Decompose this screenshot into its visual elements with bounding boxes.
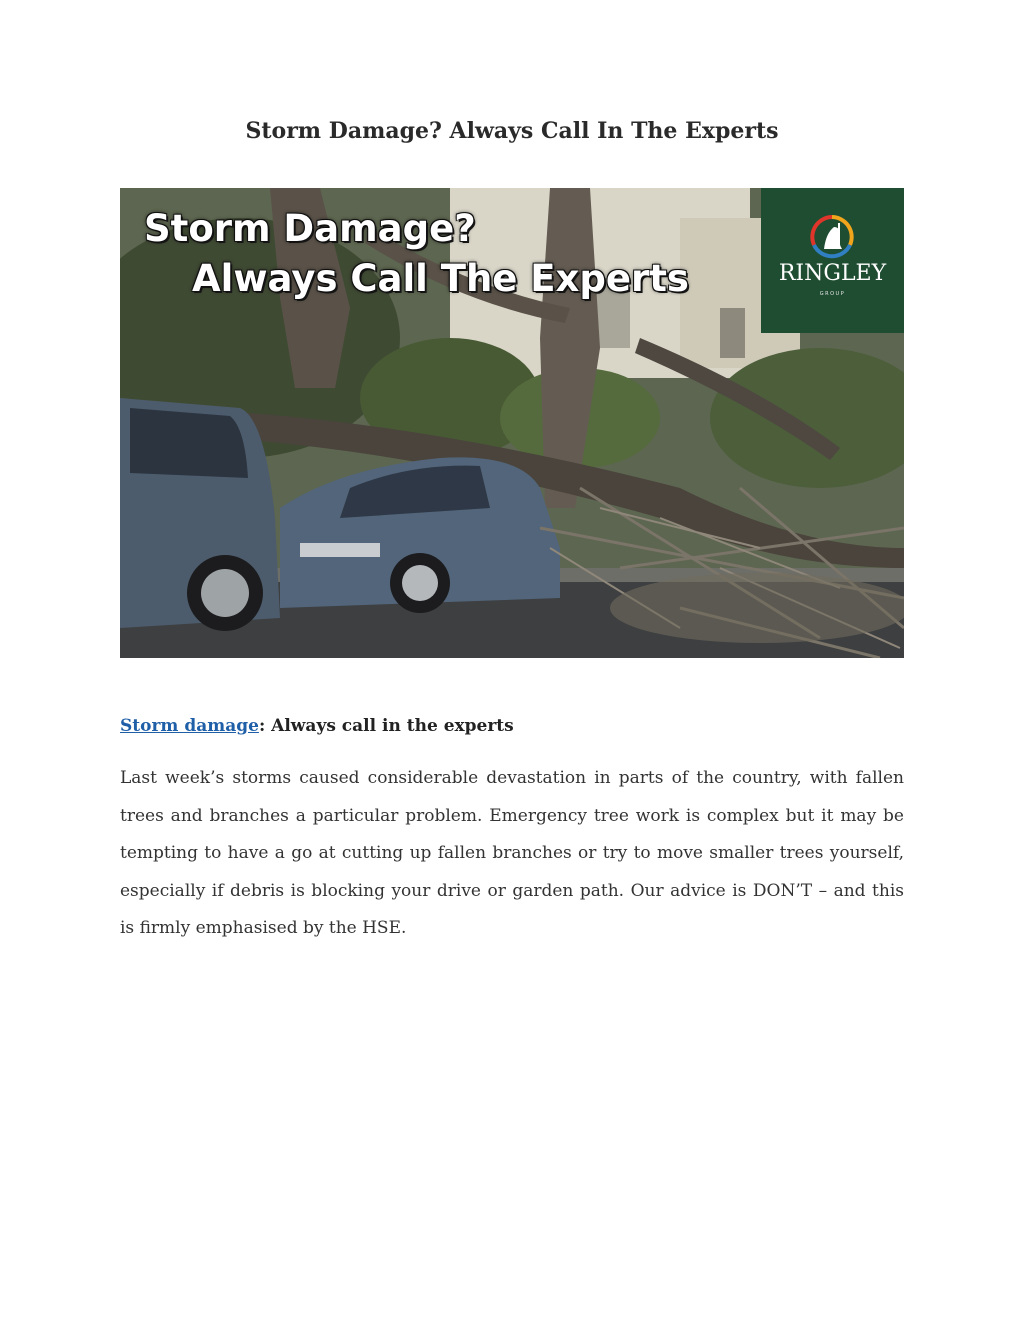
logo-emblem-icon <box>808 213 856 261</box>
hero-line-2: Always Call The Experts <box>192 257 689 300</box>
section-heading <box>120 716 514 736</box>
section-heading-rest: : Always call in the experts <box>258 716 514 736</box>
article-paragraph: Last week’s storms caused considerable devastation in parts of the country, with fallen trees and branches a particular problem. Emergency tree work is complex but it may be tempting to have a go at cutting up fallen branches or try to move smaller trees yourself, especially if debris is blocking your drive or garden path. Our advice is DON’T – and this is firmly emphasised by the HSE. <box>120 768 904 938</box>
hero-overlay-text <box>142 204 742 304</box>
page-title: Storm Damage? Always Call In The Experts <box>245 118 779 144</box>
hero-line-1: Storm Damage? <box>144 207 476 250</box>
hero-image <box>120 188 904 658</box>
storm-damage-link[interactable]: Storm damage <box>120 716 259 736</box>
logo-sub: GROUP <box>819 291 846 297</box>
ringley-logo <box>761 188 904 333</box>
logo-name: RINGLEY <box>778 261 887 286</box>
